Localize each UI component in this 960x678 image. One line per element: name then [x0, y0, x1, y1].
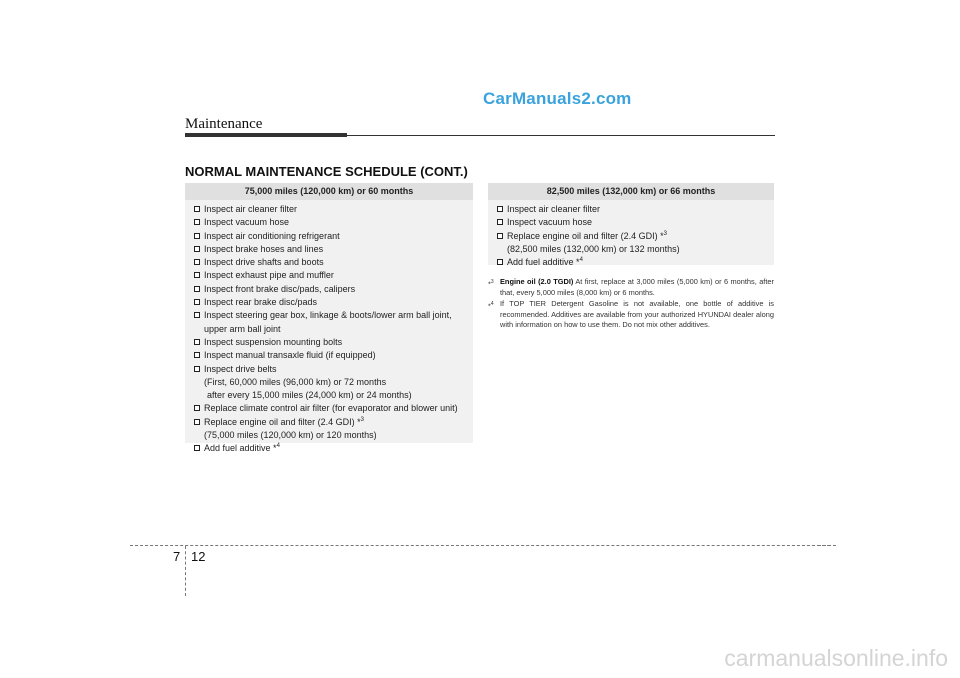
- checklist-item-text: (First, 60,000 miles (96,000 km) or 72 months: [204, 376, 387, 387]
- checklist-item: [194, 416, 473, 443]
- page-header-title: Maintenance: [185, 116, 263, 132]
- checkbox-icon: [194, 272, 200, 278]
- checklist-item: [497, 230, 774, 257]
- checklist-item-text: Inspect exhaust pipe and muffler: [204, 270, 334, 281]
- header-bar: [185, 133, 347, 137]
- checkbox-icon: [194, 246, 200, 252]
- checklist-item-text: Inspect drive shafts and boots: [204, 257, 324, 268]
- checklist-item: [194, 243, 473, 256]
- panel-item-list: [488, 200, 774, 269]
- checklist-item: [194, 203, 473, 216]
- checklist-item-text: Inspect air conditioning refrigerant: [204, 230, 340, 241]
- panel-item-list: [185, 200, 473, 456]
- checklist-item-text: Replace engine oil and filter (2.4 GDI) *$^3$: [507, 230, 667, 241]
- checkbox-icon: [194, 299, 200, 305]
- footnotes: [488, 277, 774, 332]
- checklist-item: [194, 442, 473, 455]
- checklist-item-text: Replace engine oil and filter (2.4 GDI) *$^3$: [204, 416, 364, 427]
- checklist-item: [194, 402, 473, 415]
- checkbox-icon: [194, 405, 200, 411]
- checklist-item-text: Inspect manual transaxle fluid (if equipped): [204, 350, 376, 361]
- checkbox-icon: [194, 419, 200, 425]
- checkbox-icon: [194, 445, 200, 451]
- watermark-carmanuals2: CarManuals2.com: [483, 89, 632, 108]
- checklist-item: [194, 363, 473, 403]
- checklist-item-text: Inspect vacuum hose: [507, 217, 593, 228]
- checklist-item: [194, 256, 473, 269]
- checklist-item: [194, 309, 473, 336]
- schedule-panel-75000: [185, 183, 473, 454]
- schedule-panel-82500: [488, 183, 774, 268]
- header-rule: [347, 135, 775, 136]
- footnote-ref: 3: [360, 416, 364, 423]
- checklist-item-text: Inspect brake hoses and lines: [204, 243, 324, 254]
- checklist-item-text: Inspect suspension mounting bolts: [204, 336, 343, 347]
- checklist-item-text: Inspect drive belts: [204, 363, 277, 374]
- page-number: 12: [191, 549, 206, 564]
- footer-dashed-rule-right: [818, 545, 836, 546]
- footnote: [488, 277, 774, 298]
- checklist-item-text: Inspect rear brake disc/pads: [204, 297, 318, 308]
- checkbox-icon: [194, 366, 200, 372]
- section-title: NORMAL MAINTENANCE SCHEDULE (CONT.): [185, 164, 468, 179]
- checklist-item: [194, 296, 473, 309]
- footnote-marker: *$^4$: [488, 301, 494, 311]
- checkbox-icon: [194, 352, 200, 358]
- checklist-item: [194, 269, 473, 282]
- footnote-bold-label: Engine oil (2.0 TGDI): [500, 277, 574, 286]
- footnote-text: If TOP TIER Detergent Gasoline is not available, one bottle of additive is recommended. Additives are available from your authorized HYUNDAI dealer along with information on how to use them. Do not mix other additives.: [500, 299, 774, 330]
- checklist-item: [194, 216, 473, 229]
- checklist-item: [194, 283, 473, 296]
- checklist-item-text: upper arm ball joint: [204, 323, 281, 334]
- checkbox-icon: [497, 233, 503, 239]
- checklist-item: [497, 203, 774, 216]
- chapter-number: 7: [173, 549, 181, 564]
- checkbox-icon: [497, 219, 503, 225]
- checklist-item-text: Replace climate control air filter (for evaporator and blower unit): [204, 403, 458, 414]
- checklist-item: [497, 216, 774, 229]
- checklist-item-text: Inspect air cleaner filter: [204, 204, 298, 214]
- checklist-item-text: (75,000 miles (120,000 km) or 120 months): [204, 430, 377, 441]
- checklist-item-text: Inspect front brake disc/pads, calipers: [204, 283, 356, 294]
- footnote-marker: *$^3$: [488, 279, 494, 289]
- checkbox-icon: [194, 233, 200, 239]
- panel-header: 75,000 miles (120,000 km) or 60 months: [185, 183, 473, 200]
- checklist-item: [194, 230, 473, 243]
- checklist-item-text: Inspect steering gear box, linkage & boots/lower arm ball joint,: [204, 310, 452, 321]
- checkbox-icon: [194, 219, 200, 225]
- footnote-text: At first, replace at 3,000 miles (5,000 km) or 6 months, after that, every 5,000 miles (8,000 km) or 6 months.: [500, 277, 774, 297]
- footnote-ref: 4: [276, 443, 280, 450]
- footnote-ref: 4: [579, 257, 583, 264]
- footer-divider: [185, 546, 186, 596]
- checklist-item: [194, 336, 473, 349]
- panel-header: 82,500 miles (132,000 km) or 66 months: [488, 183, 774, 200]
- checklist-item: [497, 256, 774, 269]
- footnote: [488, 299, 774, 331]
- checklist-item-text: Inspect air cleaner filter: [507, 204, 601, 214]
- checkbox-icon: [194, 312, 200, 318]
- footnote-ref: 3: [663, 230, 667, 237]
- watermark-carmanualsonline: carmanualsonline.info: [724, 645, 948, 671]
- checkbox-icon: [194, 339, 200, 345]
- checkbox-icon: [194, 206, 200, 212]
- checklist-item-text: (82,500 miles (132,000 km) or 132 months): [507, 243, 680, 254]
- checklist-item-text: after every 15,000 miles (24,000 km) or 24 months): [207, 390, 412, 401]
- checklist-item-text: Inspect vacuum hose: [204, 217, 290, 228]
- footer-dashed-rule: [130, 545, 830, 546]
- checkbox-icon: [497, 206, 503, 212]
- checklist-item: [194, 349, 473, 362]
- checklist-item-text: Add fuel additive *$^4$: [507, 257, 583, 268]
- checkbox-icon: [497, 259, 503, 265]
- checkbox-icon: [194, 286, 200, 292]
- checkbox-icon: [194, 259, 200, 265]
- checklist-item-text: Add fuel additive *$^4$: [204, 443, 280, 454]
